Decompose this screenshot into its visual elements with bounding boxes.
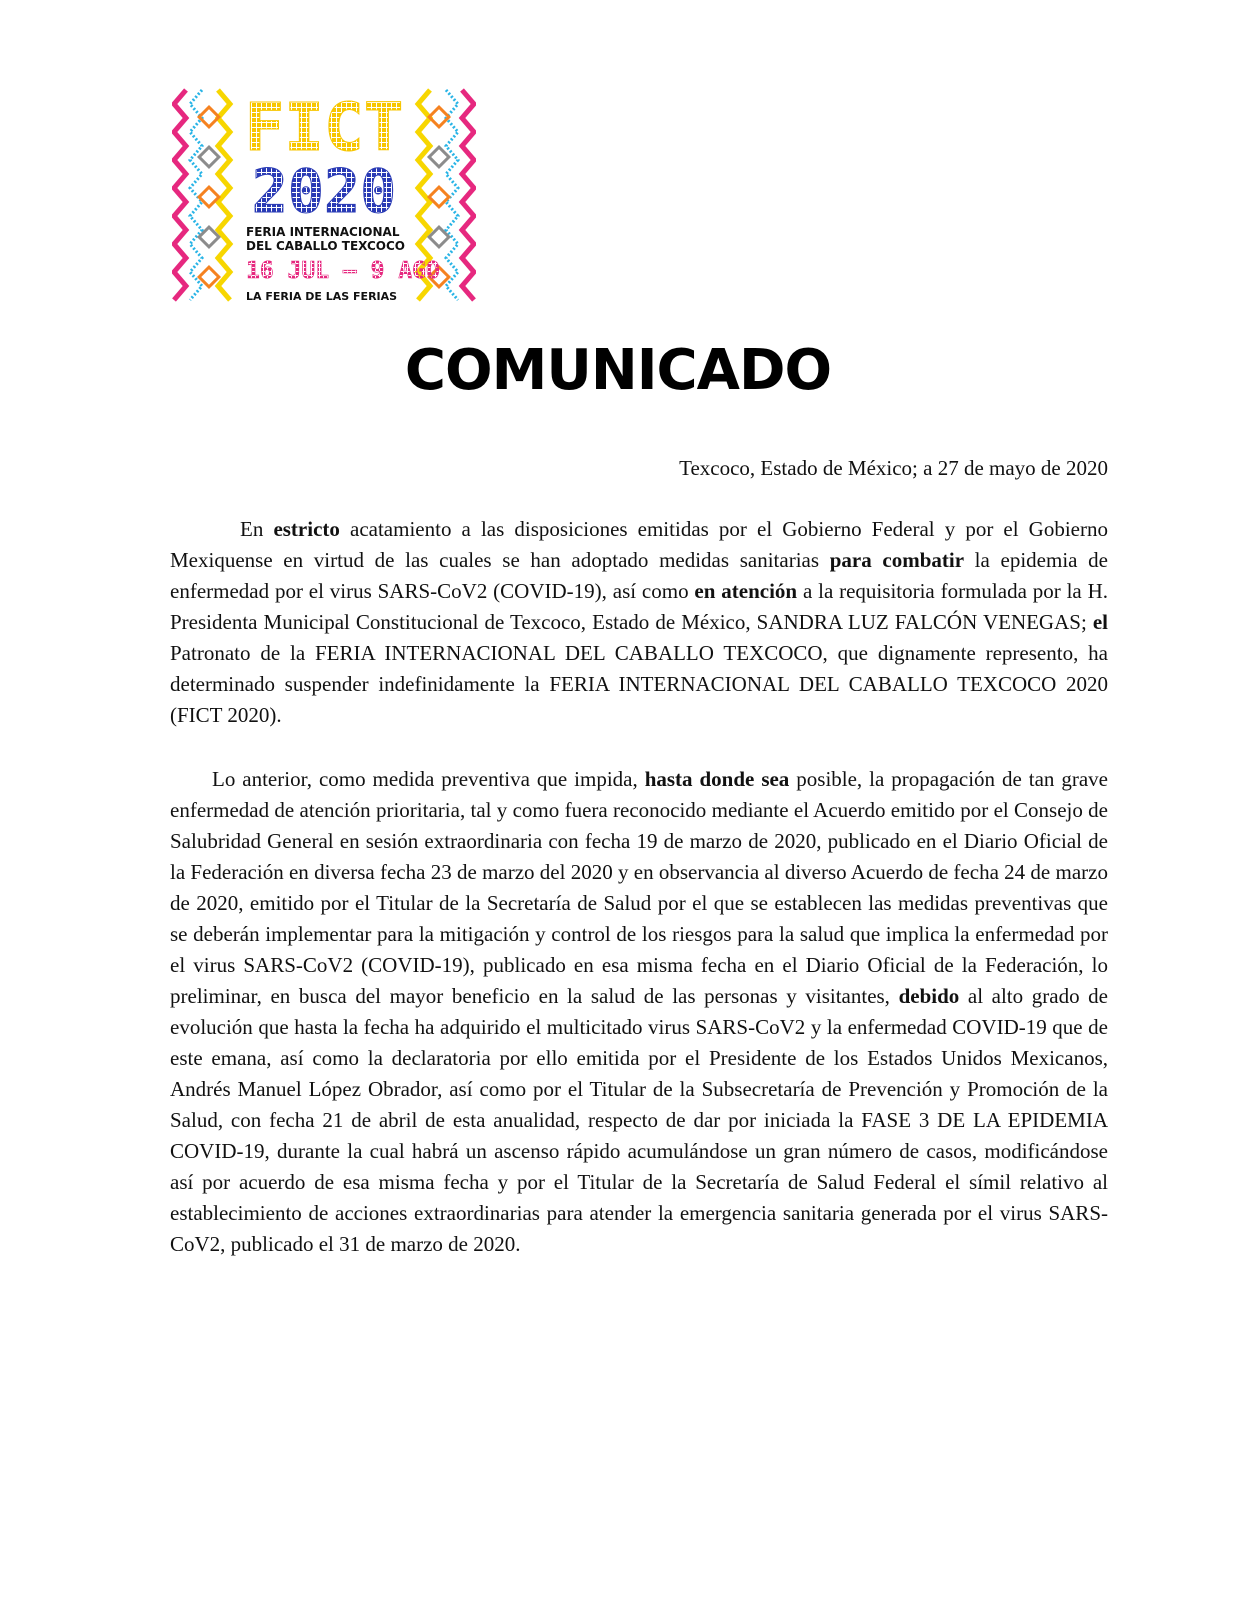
logo-subtitle-line1: FERIA INTERNACIONAL	[246, 225, 400, 239]
p1-segment: Patronato de la FERIA INTERNACIONAL DEL CABALLO TEXCOCO, que dignamente represento, ha determinado suspender indefinidamente la FERIA INTERNACIONAL DEL CABALLO TEXCOCO 2020 (FICT 2020).	[170, 641, 1108, 727]
fict-logo	[172, 88, 476, 304]
p2-segment: posible, la propagación de tan grave enfermedad de atención prioritaria, tal y como fuera reconocido mediante el Acuerdo emitido por el Consejo de Salubridad General en sesión extraordinaria con fecha 19 de marzo de 2020, publicado en el Diario Oficial de la Federación en diversa fecha 23 de marzo del 2020 y en observancia al diverso Acuerdo de fecha 24 de marzo de 2020, emitido por el Titular de la Secretaría de Salud por el que se establecen las medidas preventivas que se deberán implementar para la mitigación y control de los riesgos para la salud que implica la enfermedad por el virus SARS-CoV2 (COVID-19), publicado en esa misma fecha en el Diario Oficial de la Federación, lo preliminar, en busca del mayor beneficio en la salud de las personas y visitantes,	[170, 767, 1108, 1008]
p1-bold-segment: estricto	[273, 517, 340, 541]
p1-segment: En	[240, 517, 274, 541]
document-title: COMUNICADO	[404, 338, 832, 403]
left-zigzag-ornament	[174, 90, 230, 300]
fict-logo-graphic	[172, 88, 476, 304]
p2-bold-segment: debido	[898, 984, 960, 1008]
p2-bold-segment: hasta donde sea	[644, 767, 790, 791]
logo-fict-text: FICT	[244, 89, 404, 166]
paragraph-1	[170, 514, 1108, 731]
logo-tagline: LA FERIA DE LAS FERIAS	[246, 290, 398, 303]
p1-bold-segment: para combatir	[829, 548, 965, 572]
p1-bold-segment: el	[1092, 610, 1108, 634]
p2-segment: Lo anterior, como medida preventiva que impida,	[212, 767, 645, 791]
p1-segment: a la requisitoria formulada por la H. Presidenta Municipal Constitucional de Texcoco, Estado de México, SANDRA LUZ FALCÓN VENEGAS;	[170, 579, 1108, 634]
p2-segment: al alto grado de evolución que hasta la fecha ha adquirido el multicitado virus SARS-CoV2 y la enfermedad COVID-19 que de este emana, así como la declaratoria por ello emitida por el Presidente de los Estados Unidos Mexicanos, Andrés Manuel López Obrador, así como por el Titular de la Subsecretaría de Prevención y Promoción de la Salud, con fecha 21 de abril de esta anualidad, respecto de dar por iniciada la FASE 3 DE LA EPIDEMIA COVID-19, durante la cual habrá un ascenso rápido acumulándose un gran número de casos, modificándose así por acuerdo de esa misma fecha y por el Titular de la Secretaría de Salud Federal el símil relativo al establecimiento de acciones extraordinarias para atender la emergencia sanitaria generada por el virus SARS-CoV2, publicado el 31 de marzo de 2020.	[170, 984, 1109, 1256]
p1-segment: la epidemia de enfermedad por el virus SARS-CoV2 (COVID-19), así como	[170, 548, 1108, 603]
logo-subtitle-line2: DEL CABALLO TEXCOCO	[246, 239, 405, 253]
date-line: Texcoco, Estado de México; a 27 de mayo de 2020	[679, 456, 1108, 480]
paragraph-2	[170, 764, 1108, 1260]
p1-bold-segment: en atención	[694, 579, 798, 603]
logo-year-text: 2020	[251, 157, 397, 227]
p1-segment: acatamiento a las disposiciones emitidas por el Gobierno Federal y por el Gobierno Mexiquense en virtud de las cuales se han adoptado medidas sanitarias	[170, 517, 1108, 572]
logo-dates-text: 16 JUL – 9 AGO	[246, 258, 440, 284]
